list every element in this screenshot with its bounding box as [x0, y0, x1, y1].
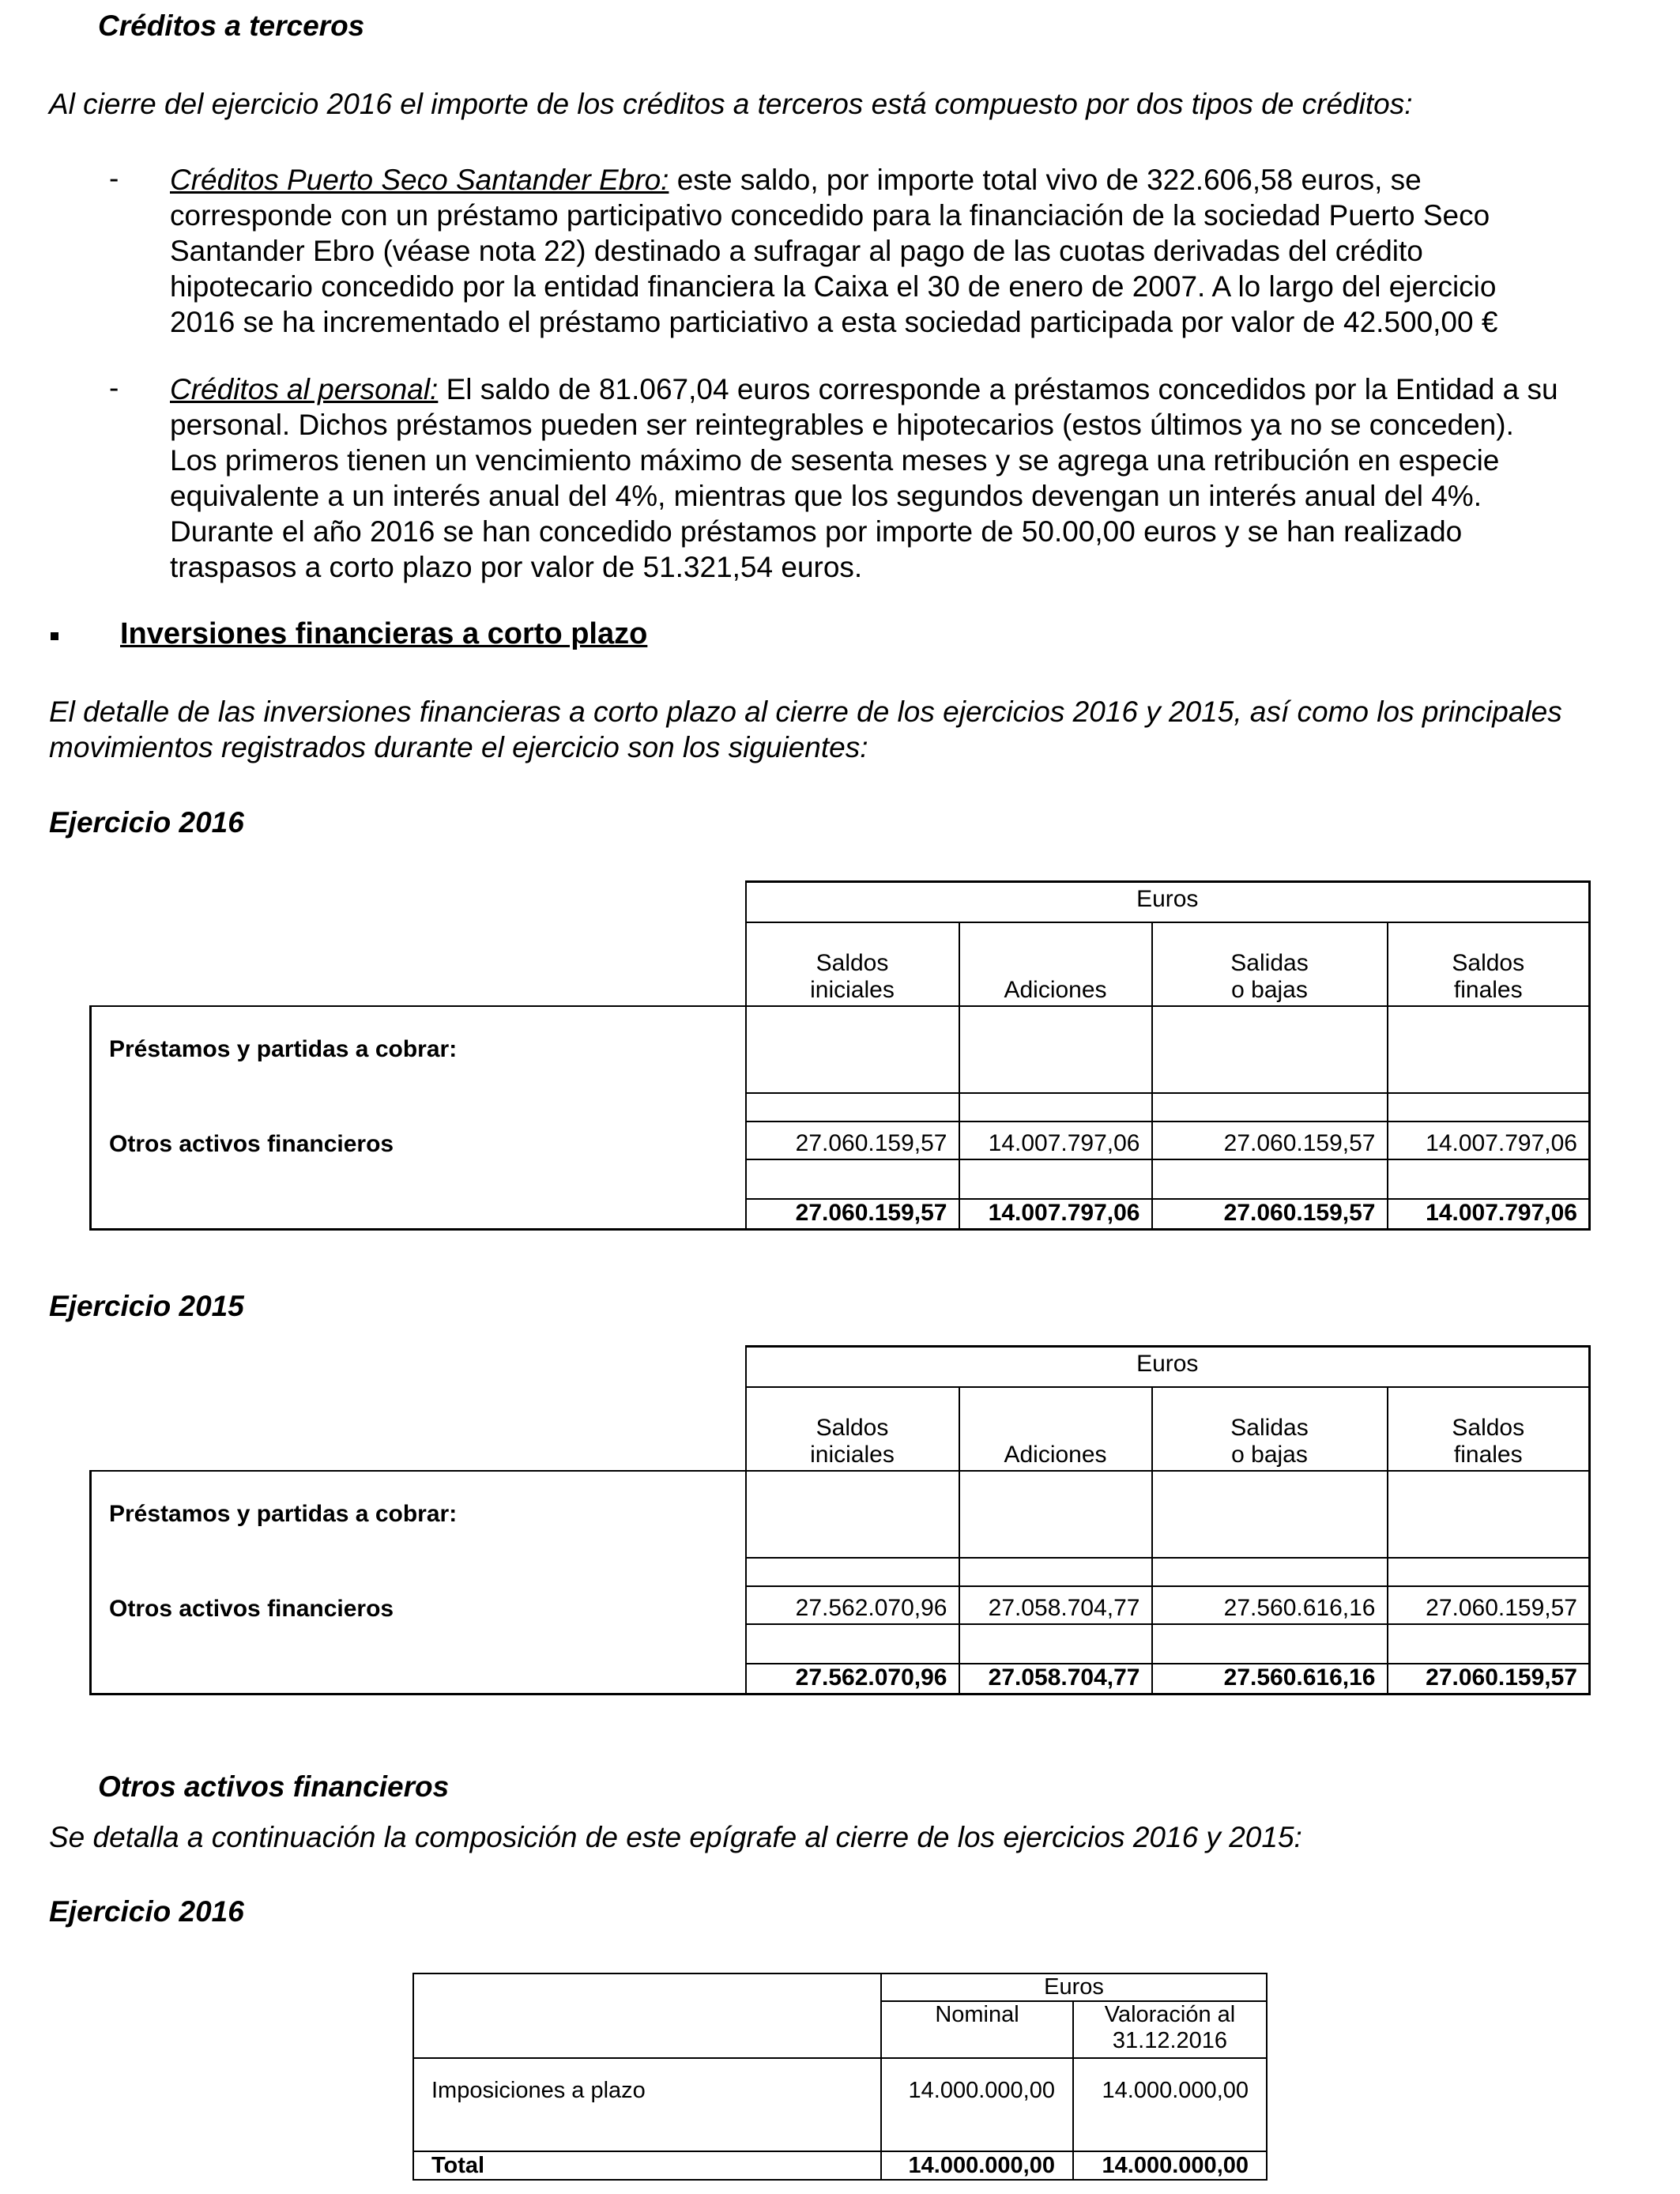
- intro-line: movimientos registrados durante el ejercicio son los siguientes:: [49, 731, 868, 763]
- list-item-puerto-seco: [170, 162, 1630, 340]
- creditos-heading: Créditos a terceros: [98, 9, 365, 42]
- creditos-intro: Al cierre del ejercicio 2016 el importe de los créditos a terceros está compuesto por dos tipos de créditos:: [49, 88, 1413, 120]
- cell-value: 27.560.616,16: [1152, 1586, 1388, 1624]
- col-saldos-iniciales: Saldos iniciales: [746, 1387, 959, 1471]
- cell-total: 14.000.000,00: [1073, 2151, 1267, 2180]
- cell-total: 27.562.070,96: [746, 1664, 959, 1695]
- intro-line: El detalle de las inversiones financieras a corto plazo al cierre de los ejercicios 2016 y 2015, así como los principales: [49, 696, 1562, 728]
- table-title-2016: Ejercicio 2016: [49, 806, 244, 839]
- table-2015: [89, 1345, 1591, 1695]
- row-label-item: Otros activos financieros: [91, 1122, 746, 1159]
- col-adiciones: Adiciones: [959, 1387, 1152, 1471]
- list-dash: -: [109, 371, 119, 404]
- list-item-personal: [170, 371, 1630, 585]
- inversiones-intro: [49, 694, 1637, 765]
- row-imposiciones: Imposiciones a plazo: [413, 2058, 881, 2123]
- cell-value: 14.000.000,00: [1073, 2058, 1267, 2123]
- col-valoracion: Valoración al 31.12.2016: [1073, 2001, 1267, 2058]
- list-item-line: hipotecario concedido por la entidad financiera la Caixa el 30 de enero de 2007. A lo largo del ejercicio: [170, 270, 1497, 303]
- cell-value: 14.000.000,00: [881, 2058, 1073, 2123]
- section-heading: Inversiones financieras a corto plazo: [120, 617, 648, 650]
- cell-total: 27.060.159,57: [1388, 1664, 1590, 1695]
- list-item-line: Los primeros tienen un vencimiento máximo de sesenta meses y se agrega una retribución en especie: [170, 444, 1500, 477]
- table-2016: [89, 880, 1591, 1231]
- cell-total: 27.058.704,77: [959, 1664, 1152, 1695]
- cell-value: 27.060.159,57: [1152, 1122, 1388, 1159]
- cell-value: 14.007.797,06: [1388, 1122, 1590, 1159]
- list-item-label: Créditos al personal:: [170, 373, 439, 405]
- col-salidas: Salidas o bajas: [1152, 922, 1388, 1006]
- cell-value: 27.060.159,57: [746, 1122, 959, 1159]
- cell-total: 27.560.616,16: [1152, 1664, 1388, 1695]
- list-item-line: 2016 se ha incrementado el préstamo particiativo a esta sociedad participada por valor de 42.500,00 €: [170, 306, 1498, 338]
- otros-table: [412, 1973, 1268, 2181]
- row-label-item: Otros activos financieros: [91, 1586, 746, 1624]
- euros-header: Euros: [746, 882, 1590, 922]
- list-item-line: personal. Dichos préstamos pueden ser reintegrables e hipotecarios (estos últimos ya no se conceden).: [170, 409, 1514, 441]
- cell-value: 27.562.070,96: [746, 1586, 959, 1624]
- table-corner: [91, 882, 746, 1006]
- row-total: Total: [413, 2151, 881, 2180]
- list-item-line: Durante el año 2016 se han concedido préstamos por importe de 50.00,00 euros y se han realizado: [170, 515, 1463, 548]
- list-item-line: traspasos a corto plazo por valor de 51.321,54 euros.: [170, 551, 863, 583]
- list-item-line: Santander Ebro (véase nota 22) destinado a sufragar al pago de las cuotas derivadas del crédito: [170, 235, 1423, 267]
- table-corner: [91, 1347, 746, 1471]
- euros-header: Euros: [746, 1347, 1590, 1387]
- list-dash: -: [109, 162, 119, 194]
- row-label-group: Préstamos y partidas a cobrar:: [91, 1471, 746, 1558]
- col-salidas: Salidas o bajas: [1152, 1387, 1388, 1471]
- cell-total: 14.007.797,06: [1388, 1199, 1590, 1230]
- cell-total: 14.000.000,00: [881, 2151, 1073, 2180]
- list-item-label: Créditos Puerto Seco Santander Ebro:: [170, 164, 669, 196]
- otros-heading: Otros activos financieros: [98, 1770, 450, 1803]
- col-saldos-finales: Saldos finales: [1388, 1387, 1590, 1471]
- list-item-line: equivalente a un interés anual del 4%, mientras que los segundos devengan un interés anual del 4%.: [170, 480, 1482, 512]
- cell-value: 27.058.704,77: [959, 1586, 1152, 1624]
- col-saldos-iniciales: Saldos iniciales: [746, 922, 959, 1006]
- list-item-line: El saldo de 81.067,04 euros corresponde a préstamos concedidos por la Entidad a su: [438, 373, 1558, 405]
- bullet-square-icon: [51, 632, 58, 640]
- list-item-line: corresponde con un préstamo participativo concedido para la financiación de la sociedad Puerto Seco: [170, 199, 1490, 232]
- cell-total: 27.060.159,57: [1152, 1199, 1388, 1230]
- list-item-line: este saldo, por importe total vivo de 322.606,58 euros, se: [669, 164, 1422, 196]
- euros-header: Euros: [881, 1973, 1267, 2001]
- table-title-2015: Ejercicio 2015: [49, 1290, 244, 1322]
- col-adiciones: Adiciones: [959, 922, 1152, 1006]
- cell-total: 27.060.159,57: [746, 1199, 959, 1230]
- col-nominal: Nominal: [881, 2001, 1073, 2058]
- otros-table-title: Ejercicio 2016: [49, 1895, 244, 1928]
- row-label-group: Préstamos y partidas a cobrar:: [91, 1006, 746, 1093]
- otros-intro: Se detalla a continuación la composición de este epígrafe al cierre de los ejercicios 2016 y 2015:: [49, 1821, 1302, 1853]
- cell-value: 27.060.159,57: [1388, 1586, 1590, 1624]
- cell-value: 14.007.797,06: [959, 1122, 1152, 1159]
- col-saldos-finales: Saldos finales: [1388, 922, 1590, 1006]
- cell-total: 14.007.797,06: [959, 1199, 1152, 1230]
